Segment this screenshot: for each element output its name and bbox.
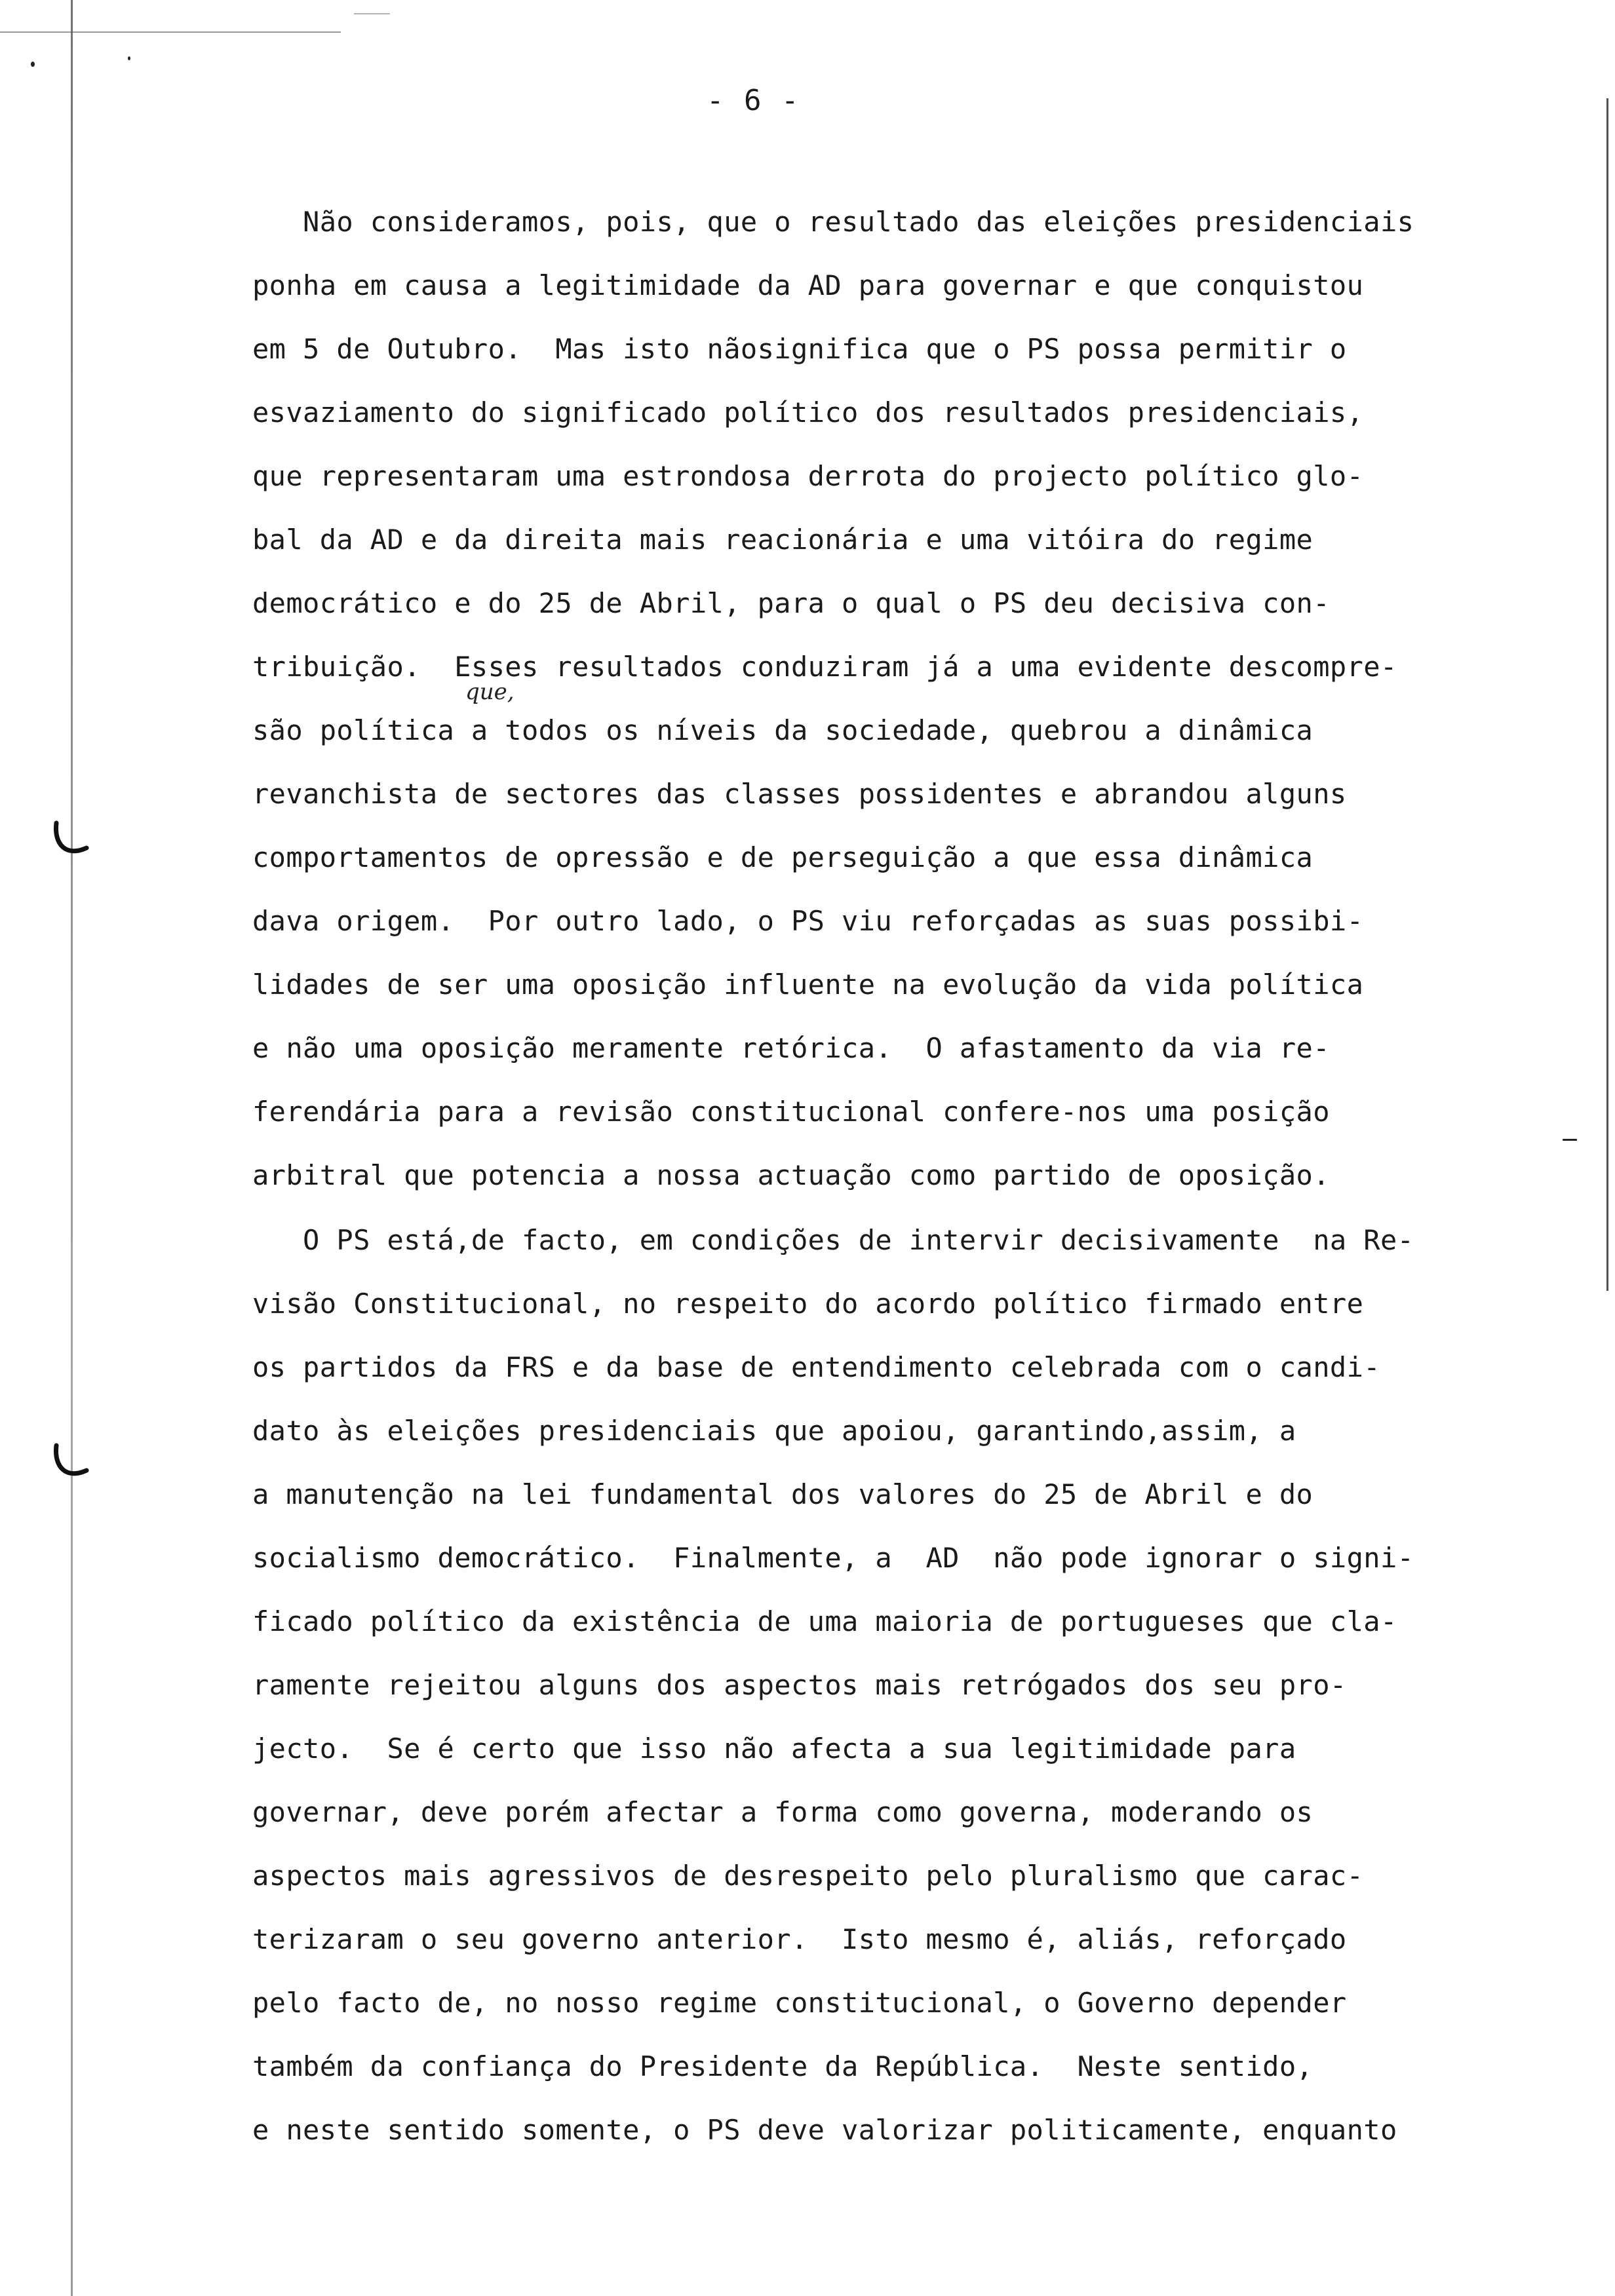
binder-hole-mark-icon <box>47 1442 93 1487</box>
handwritten-insertion: que, <box>465 679 515 705</box>
text-line: também da confiança do Presidente da República. Neste sentido, <box>252 2050 1313 2082</box>
text-line: democrático e do 25 de Abril, para o qual o PS deu decisiva con- <box>252 587 1330 619</box>
text-line: ferendária para a revisão constitucional confere-nos uma posição <box>252 1096 1330 1128</box>
text-line: pelo facto de, no nosso regime constitucional, o Governo depender <box>252 1987 1347 2019</box>
text-line: e não uma oposição meramente retórica. O afastamento da via re- <box>252 1032 1330 1064</box>
text-line: são política a todos os níveis da sociedade, quebrou a dinâmica <box>252 714 1313 746</box>
text-line: tribuição. Esses resultados conduziram já a uma evidente descompre- <box>252 651 1397 683</box>
text-line: terizaram o seu governo anterior. Isto mesmo é, aliás, reforçado <box>252 1923 1347 1955</box>
text-line: aspectos mais agressivos de desrespeito pelo pluralismo que carac- <box>252 1860 1364 1892</box>
text-line: arbitral que potencia a nossa actuação como partido de oposição. <box>252 1159 1330 1191</box>
text-line: revanchista de sectores das classes possidentes e abrandou alguns <box>252 778 1347 810</box>
page-number: - 6 - <box>707 84 800 117</box>
scan-edge-top-fragment <box>354 13 390 14</box>
text-line: ramente rejeitou alguns dos aspectos mais retrógados dos seu pro- <box>252 1669 1347 1701</box>
text-line: lidades de ser uma oposição influente na evolução da vida política <box>252 968 1364 1001</box>
text-line: comportamentos de opressão e de perseguição a que essa dinâmica <box>252 841 1313 873</box>
binder-hole-mark-icon <box>47 819 93 865</box>
text-line: esvaziamento do significado político dos resultados presidenciais, <box>252 396 1364 429</box>
text-line: Não consideramos, pois, que o resultado das eleições presidenciais <box>252 206 1414 238</box>
text-line: dato às eleições presidenciais que apoiou, garantindo,assim, a <box>252 1415 1296 1447</box>
text-line: em 5 de Outubro. Mas isto nãosignifica que o PS possa permitir o <box>252 333 1347 365</box>
text-line: visão Constitucional, no respeito do acordo político firmado entre <box>252 1288 1364 1320</box>
scan-speck <box>31 62 35 67</box>
text-line: a manutenção na lei fundamental dos valores do 25 de Abril e do <box>252 1478 1313 1510</box>
text-line: que representaram uma estrondosa derrota do projecto político glo- <box>252 460 1364 492</box>
text-line: bal da AD e da direita mais reacionária e uma vitóira do regime <box>252 524 1313 556</box>
scan-edge-top <box>0 31 341 33</box>
text-line: ponha em causa a legitimidade da AD para governar e que conquistou <box>252 269 1364 301</box>
text-line: os partidos da FRS e da base de entendimento celebrada com o candi- <box>252 1351 1380 1383</box>
text-line: ficado político da existência de uma maioria de portugueses que cla- <box>252 1605 1397 1637</box>
scan-edge-left <box>71 0 73 2296</box>
text-line: e neste sentido somente, o PS deve valorizar politicamente, enquanto <box>252 2114 1397 2146</box>
text-line: dava origem. Por outro lado, o PS viu reforçadas as suas possibi- <box>252 905 1364 937</box>
document-body <box>252 190 1570 2162</box>
text-line: jecto. Se é certo que isso não afecta a sua legitimidade para <box>252 1732 1296 1765</box>
scan-speck <box>128 56 130 60</box>
text-line: O PS está,de facto, em condições de intervir decisivamente na Re- <box>252 1224 1414 1256</box>
scan-edge-right <box>1606 98 1608 1291</box>
text-line: socialismo democrático. Finalmente, a AD não pode ignorar o signi- <box>252 1542 1414 1574</box>
text-line: governar, deve porém afectar a forma como governa, moderando os <box>252 1796 1313 1828</box>
